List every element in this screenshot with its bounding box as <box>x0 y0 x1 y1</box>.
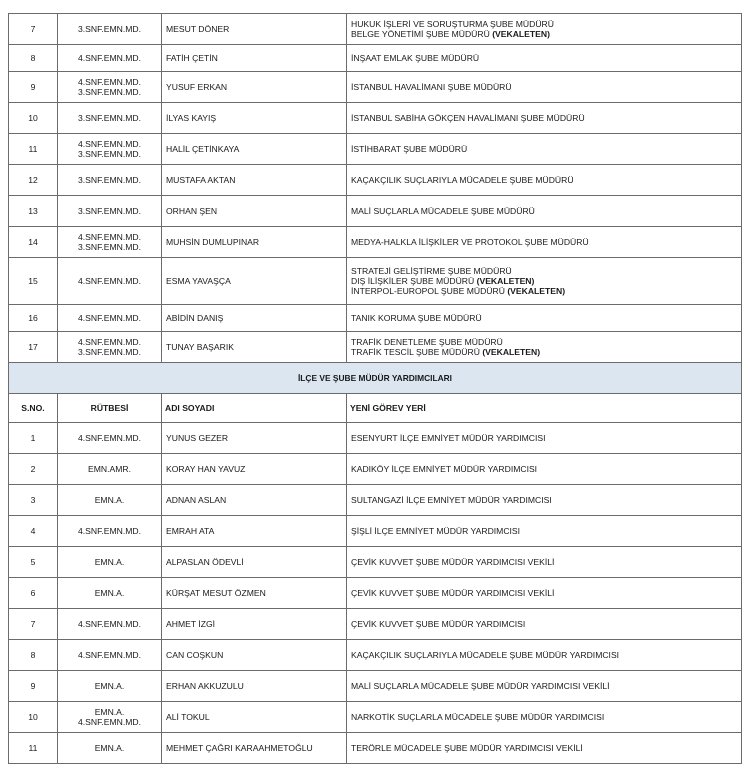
table-row <box>9 134 742 165</box>
row-number: 9 <box>9 72 58 103</box>
duty-text: İSTANBUL HAVALİMANI ŞUBE MÜDÜRÜ <box>351 82 512 92</box>
new-duty-cell <box>347 305 742 332</box>
rank-line: 4.SNF.EMN.MD. <box>77 526 142 536</box>
person-name: AHMET İZGİ <box>162 609 347 640</box>
duty-line <box>351 433 738 443</box>
new-duty-cell <box>347 702 742 733</box>
duty-line <box>351 743 738 753</box>
duty-line <box>351 237 738 247</box>
table-row <box>9 547 742 578</box>
new-duty-cell <box>347 516 742 547</box>
duty-line <box>351 526 738 536</box>
duty-text: KAÇAKÇILIK SUÇLARIYLA MÜCADELE ŞUBE MÜDÜRÜ <box>351 175 574 185</box>
person-name: MESUT DÖNER <box>162 14 347 45</box>
rank-line: 4.SNF.EMN.MD. <box>77 53 142 63</box>
duty-line <box>351 681 738 691</box>
row-number: 3 <box>9 485 58 516</box>
duty-line <box>351 337 738 347</box>
person-name: ALPASLAN ÖDEVLİ <box>162 547 347 578</box>
duty-text: İNŞAAT EMLAK ŞUBE MÜDÜRÜ <box>351 53 480 63</box>
rank-line: EMN.A. <box>94 588 125 598</box>
new-duty-cell <box>347 733 742 764</box>
duty-text: TRAFİK TESCİL ŞUBE MÜDÜRÜ <box>351 347 483 357</box>
row-number: 1 <box>9 423 58 454</box>
rank-line: 4.SNF.EMN.MD. <box>77 433 142 443</box>
new-duty-cell <box>347 227 742 258</box>
rank-cell <box>58 609 162 640</box>
row-number: 10 <box>9 103 58 134</box>
table-row <box>9 671 742 702</box>
table-row <box>9 227 742 258</box>
header-rank: RÜTBESİ <box>58 394 162 423</box>
person-name: EMRAH ATA <box>162 516 347 547</box>
row-number: 8 <box>9 640 58 671</box>
duty-line <box>351 619 738 629</box>
duty-text: KADIKÖY İLÇE EMNİYET MÜDÜR YARDIMCISI <box>351 464 538 474</box>
rank-cell <box>58 640 162 671</box>
new-duty-cell <box>347 332 742 363</box>
row-number: 13 <box>9 196 58 227</box>
rank-line: 4.SNF.EMN.MD. <box>77 717 142 727</box>
rank-cell <box>58 547 162 578</box>
person-name: HALİL ÇETİNKAYA <box>162 134 347 165</box>
duty-text: ÇEVİK KUVVET ŞUBE MÜDÜR YARDIMCISI VEKİLİ <box>351 588 555 598</box>
rank-line: 3.SNF.EMN.MD. <box>77 149 142 159</box>
person-name: ALİ TOKUL <box>162 702 347 733</box>
acting-badge: (VEKALETEN) <box>507 286 566 296</box>
person-name: YUSUF ERKAN <box>162 72 347 103</box>
row-number: 7 <box>9 14 58 45</box>
row-number: 12 <box>9 165 58 196</box>
rank-cell <box>58 454 162 485</box>
row-number: 16 <box>9 305 58 332</box>
rank-cell <box>58 165 162 196</box>
table-row <box>9 103 742 134</box>
table-row <box>9 423 742 454</box>
rank-cell <box>58 103 162 134</box>
person-name: ADNAN ASLAN <box>162 485 347 516</box>
table-row <box>9 578 742 609</box>
duty-text: ÇEVİK KUVVET ŞUBE MÜDÜR YARDIMCISI <box>351 619 526 629</box>
rank-cell <box>58 227 162 258</box>
duty-line <box>351 495 738 505</box>
rank-cell <box>58 258 162 305</box>
table-row <box>9 305 742 332</box>
acting-badge: (VEKALETEN) <box>476 276 535 286</box>
duty-text: BELGE YÖNETİMİ ŞUBE MÜDÜRÜ <box>351 29 493 39</box>
row-number: 7 <box>9 609 58 640</box>
table-row <box>9 258 742 305</box>
duty-text: İSTİHBARAT ŞUBE MÜDÜRÜ <box>351 144 468 154</box>
person-name: ESMA YAVAŞÇA <box>162 258 347 305</box>
rank-cell <box>58 72 162 103</box>
person-name: YUNUS GEZER <box>162 423 347 454</box>
duty-text: ŞİŞLİ İLÇE EMNİYET MÜDÜR YARDIMCISI <box>351 526 521 536</box>
duty-line <box>351 175 738 185</box>
rank-line: EMN.A. <box>94 495 125 505</box>
acting-badge: (VEKALETEN) <box>482 347 541 357</box>
rank-cell <box>58 702 162 733</box>
duty-line <box>351 144 738 154</box>
new-duty-cell <box>347 165 742 196</box>
rank-cell <box>58 516 162 547</box>
row-number: 5 <box>9 547 58 578</box>
rank-cell <box>58 485 162 516</box>
rank-line: 3.SNF.EMN.MD. <box>77 113 142 123</box>
rank-cell <box>58 671 162 702</box>
person-name: KORAY HAN YAVUZ <box>162 454 347 485</box>
assignment-table <box>8 13 742 764</box>
row-number: 17 <box>9 332 58 363</box>
duty-text: İSTANBUL SABİHA GÖKÇEN HAVALİMANI ŞUBE MÜDÜRÜ <box>351 113 585 123</box>
rank-cell <box>58 45 162 72</box>
person-name: ABİDİN DANIŞ <box>162 305 347 332</box>
person-name: TUNAY BAŞARIK <box>162 332 347 363</box>
table-row <box>9 45 742 72</box>
duty-line <box>351 286 738 296</box>
header-name: ADI SOYADI <box>162 394 347 423</box>
duty-text: KAÇAKÇILIK SUÇLARIYLA MÜCADELE ŞUBE MÜDÜR YARDIMCISI <box>351 650 620 660</box>
rank-line: 4.SNF.EMN.MD. <box>77 313 142 323</box>
duty-line <box>351 557 738 567</box>
duty-line <box>351 113 738 123</box>
table-row <box>9 165 742 196</box>
person-name: ORHAN ŞEN <box>162 196 347 227</box>
duty-line <box>351 53 738 63</box>
row-number: 15 <box>9 258 58 305</box>
section-header-row <box>9 363 742 394</box>
rank-line: 4.SNF.EMN.MD. <box>77 232 142 242</box>
duty-line <box>351 206 738 216</box>
new-duty-cell <box>347 134 742 165</box>
header-sno: S.NO. <box>9 394 58 423</box>
duty-text: HUKUK İŞLERİ VE SORUŞTURMA ŞUBE MÜDÜRÜ <box>351 19 554 29</box>
row-number: 11 <box>9 134 58 165</box>
duty-line <box>351 712 738 722</box>
table-row <box>9 14 742 45</box>
duty-text: TERÖRLE MÜCADELE ŞUBE MÜDÜR YARDIMCISI VEKİLİ <box>351 743 583 753</box>
table-row <box>9 72 742 103</box>
duty-text: NARKOTİK SUÇLARLA MÜCADELE ŞUBE MÜDÜR YARDIMCISI <box>351 712 605 722</box>
rank-line: 4.SNF.EMN.MD. <box>77 619 142 629</box>
duty-line <box>351 29 738 39</box>
new-duty-cell <box>347 609 742 640</box>
rank-line: 3.SNF.EMN.MD. <box>77 206 142 216</box>
rank-line: 4.SNF.EMN.MD. <box>77 650 142 660</box>
duty-text: ESENYURT İLÇE EMNİYET MÜDÜR YARDIMCISI <box>351 433 546 443</box>
duty-text: İNTERPOL-EUROPOL ŞUBE MÜDÜRÜ <box>351 286 508 296</box>
table-row <box>9 640 742 671</box>
duty-line <box>351 347 738 357</box>
rank-line: EMN.A. <box>94 681 125 691</box>
duty-line <box>351 650 738 660</box>
new-duty-cell <box>347 72 742 103</box>
rank-cell <box>58 305 162 332</box>
rank-cell <box>58 14 162 45</box>
new-duty-cell <box>347 547 742 578</box>
new-duty-cell <box>347 103 742 134</box>
row-number: 8 <box>9 45 58 72</box>
duty-line <box>351 313 738 323</box>
new-duty-cell <box>347 671 742 702</box>
duty-text: TRAFİK DENETLEME ŞUBE MÜDÜRÜ <box>351 337 503 347</box>
rank-line: EMN.A. <box>94 743 125 753</box>
table-row <box>9 609 742 640</box>
row-number: 4 <box>9 516 58 547</box>
rank-line: EMN.AMR. <box>88 464 131 474</box>
new-duty-cell <box>347 14 742 45</box>
duty-line <box>351 266 738 276</box>
rank-line: EMN.A. <box>94 557 125 567</box>
person-name: CAN COŞKUN <box>162 640 347 671</box>
acting-badge: (VEKALETEN) <box>492 29 550 39</box>
duty-text: MALİ SUÇLARLA MÜCADELE ŞUBE MÜDÜRÜ <box>351 206 535 216</box>
new-duty-cell <box>347 423 742 454</box>
header-duty: YENİ GÖREV YERİ <box>347 394 742 423</box>
duty-line <box>351 588 738 598</box>
rank-cell <box>58 733 162 764</box>
duty-line <box>351 19 738 29</box>
table-row <box>9 485 742 516</box>
rank-cell <box>58 134 162 165</box>
new-duty-cell <box>347 578 742 609</box>
person-name: MEHMET ÇAĞRI KARAAHMETOĞLU <box>162 733 347 764</box>
duty-text: TANIK KORUMA ŞUBE MÜDÜRÜ <box>351 313 482 323</box>
duty-text: ÇEVİK KUVVET ŞUBE MÜDÜR YARDIMCISI VEKİLİ <box>351 557 555 567</box>
row-number: 9 <box>9 671 58 702</box>
new-duty-cell <box>347 640 742 671</box>
duty-line <box>351 276 738 286</box>
table-row <box>9 196 742 227</box>
row-number: 14 <box>9 227 58 258</box>
rank-line: 3.SNF.EMN.MD. <box>77 24 142 34</box>
person-name: MUHSİN DUMLUPINAR <box>162 227 347 258</box>
person-name: İLYAS KAYIŞ <box>162 103 347 134</box>
new-duty-cell <box>347 258 742 305</box>
table-row <box>9 516 742 547</box>
rank-line: 4.SNF.EMN.MD. <box>77 139 142 149</box>
row-number: 6 <box>9 578 58 609</box>
duty-text: MEDYA-HALKLA İLİŞKİLER VE PROTOKOL ŞUBE MÜDÜRÜ <box>351 237 589 247</box>
rank-cell <box>58 196 162 227</box>
duty-text: STRATEJİ GELİŞTİRME ŞUBE MÜDÜRÜ <box>351 266 512 276</box>
new-duty-cell <box>347 45 742 72</box>
table-row <box>9 733 742 764</box>
rank-line: EMN.A. <box>94 707 125 717</box>
rank-line: 3.SNF.EMN.MD. <box>77 347 142 357</box>
assignment-document <box>8 13 741 764</box>
rank-line: 3.SNF.EMN.MD. <box>77 87 142 97</box>
duty-text: SULTANGAZİ İLÇE EMNİYET MÜDÜR YARDIMCISI <box>351 495 552 505</box>
duty-line <box>351 464 738 474</box>
section-title: İLÇE VE ŞUBE MÜDÜR YARDIMCILARI <box>9 363 742 394</box>
duty-text: DIŞ İLİŞKİLER ŞUBE MÜDÜRÜ <box>351 276 477 286</box>
duty-line <box>351 82 738 92</box>
person-name: MUSTAFA AKTAN <box>162 165 347 196</box>
rank-cell <box>58 578 162 609</box>
table-row <box>9 332 742 363</box>
table-row <box>9 454 742 485</box>
new-duty-cell <box>347 454 742 485</box>
person-name: ERHAN AKKUZULU <box>162 671 347 702</box>
person-name: KÜRŞAT MESUT ÖZMEN <box>162 578 347 609</box>
column-header-row <box>9 394 742 423</box>
row-number: 10 <box>9 702 58 733</box>
duty-text: MALİ SUÇLARLA MÜCADELE ŞUBE MÜDÜR YARDIMCISI VEKİLİ <box>351 681 610 691</box>
rank-line: 3.SNF.EMN.MD. <box>77 242 142 252</box>
table-row <box>9 702 742 733</box>
person-name: FATİH ÇETİN <box>162 45 347 72</box>
table-body <box>9 14 742 764</box>
new-duty-cell <box>347 485 742 516</box>
rank-line: 4.SNF.EMN.MD. <box>77 77 142 87</box>
rank-line: 4.SNF.EMN.MD. <box>77 276 142 286</box>
rank-cell <box>58 332 162 363</box>
rank-cell <box>58 423 162 454</box>
new-duty-cell <box>347 196 742 227</box>
rank-line: 4.SNF.EMN.MD. <box>77 337 142 347</box>
row-number: 11 <box>9 733 58 764</box>
row-number: 2 <box>9 454 58 485</box>
rank-line: 3.SNF.EMN.MD. <box>77 175 142 185</box>
